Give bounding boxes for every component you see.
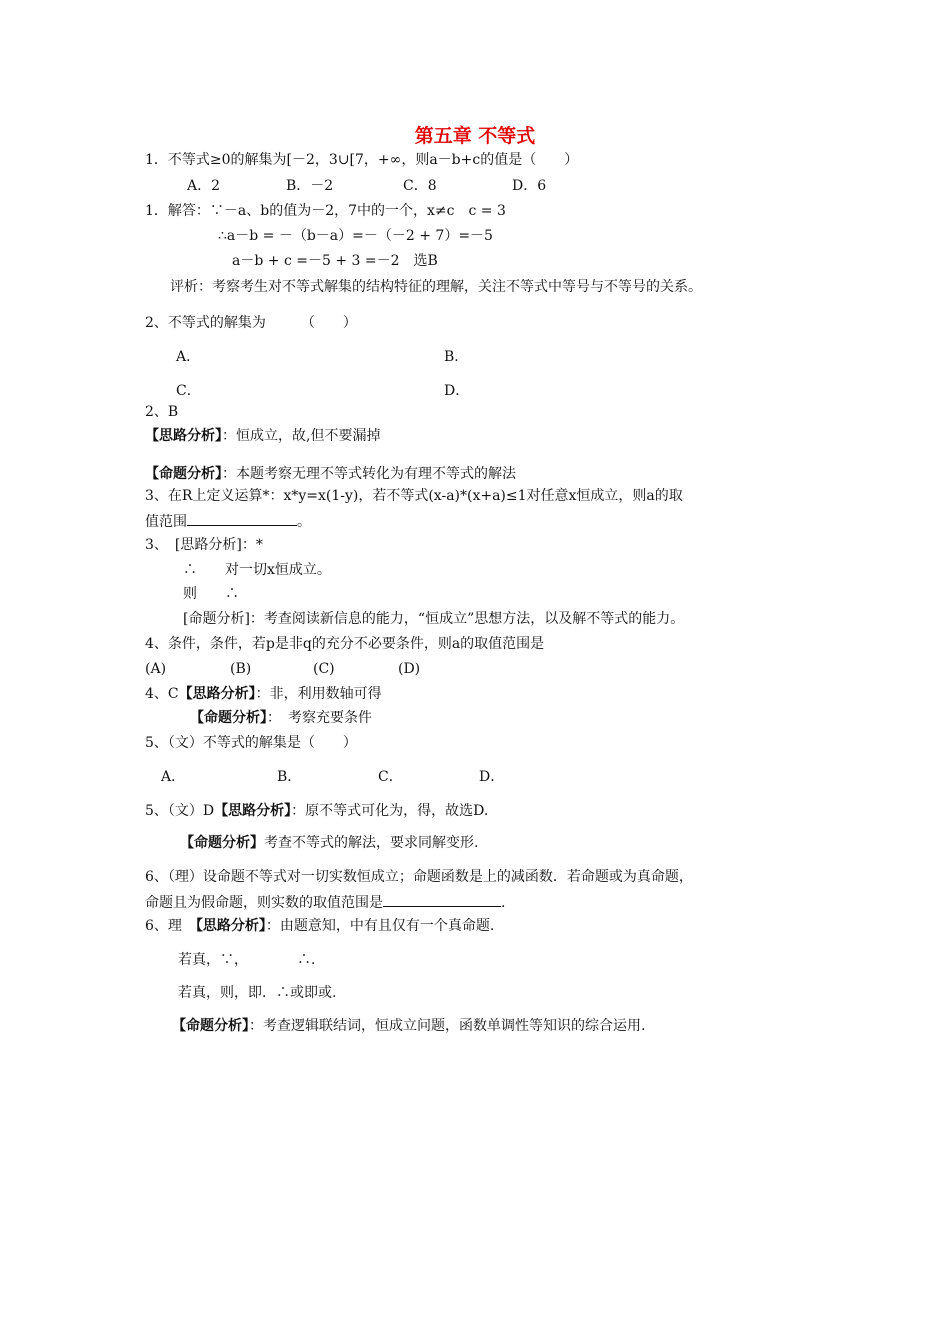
q1-option-a: A．2 — [187, 178, 221, 194]
q4-option-a: (A) — [145, 661, 167, 677]
q5-design-text: 考查不等式的解法，要求同解变形. — [264, 835, 479, 851]
q5-option-b: B． — [277, 769, 302, 785]
q2-analysis-text: ：恒成立，故,但不要漏掉 — [222, 428, 381, 444]
q2-option-c: C． — [176, 383, 201, 399]
q5-analysis-text: ：原不等式可化为，得，故选D. — [291, 803, 489, 819]
q6-design-text: ：考查逻辑联结词，恒成立问题，函数单调性等知识的综合运用. — [249, 1018, 646, 1034]
q1-answer-line-2: ∴a－b = －（b－a）=－（－2 + 7）=－5 — [218, 228, 493, 244]
q4-stem: 4、条件，条件，若p是非q的充分不必要条件，则a的取值范围是 — [145, 636, 545, 652]
q5-option-a: A． — [161, 769, 186, 785]
q1-option-d: D．6 — [512, 178, 547, 194]
q6-stem-line-2-pre: 命题且为假命题，则实数的取值范围是 — [145, 895, 383, 911]
chapter-title: 第五章 不等式 — [414, 125, 536, 147]
q3-stem-line-2-pre: 值范围 — [145, 514, 187, 530]
q1-answer-line-1: 1．解答：∵－a、b的值为－2，7中的一个，x≠c c = 3 — [145, 203, 506, 219]
q3-answer-line-3: 则 ∴ — [183, 586, 239, 602]
q3-answer-line-1: 3、 [思路分析]：* — [145, 537, 263, 553]
q5-stem: 5、（文）不等式的解集是（ ） — [145, 735, 357, 751]
q3-answer-line-4: [命题分析]：考查阅读新信息的能力，“恒成立”思想方法，以及解不等式的能力。 — [183, 611, 685, 627]
q6-answer: 6、理 — [145, 918, 196, 934]
q6-analysis-label: 【思路分析】 — [195, 918, 266, 934]
q4-answer: 4、C — [145, 686, 179, 702]
q2-design-label: 【命题分析】 — [145, 466, 222, 482]
q6-case-line-1: 若真，∵， ∴. — [178, 952, 316, 968]
q2-design — [145, 464, 516, 484]
q5-analysis-label: 【思路分析】 — [214, 803, 292, 819]
q1-comment: 评析：考察考生对不等式解集的结构特征的理解，关注不等式中等号与不等号的关系。 — [170, 279, 702, 295]
q4-design — [190, 708, 372, 728]
q6-stem-line-1: 6、（理）设命题不等式对一切实数恒成立；命题函数是上的减函数．若命题或为真命题， — [145, 869, 693, 885]
q3-stem-line-2-post: 。 — [297, 514, 311, 530]
q6-answer-blank — [383, 891, 501, 907]
q3-answer-line-2: ∴ 对一切x恒成立。 — [183, 562, 331, 578]
q5-design-label: 【命题分析】 — [180, 835, 264, 851]
q5-answer: 5、（文）D — [145, 803, 215, 819]
q6-analysis-text: ：由题意知，中有且仅有一个真命题. — [265, 918, 495, 934]
q6-stem-line-2 — [145, 891, 505, 913]
q1-option-c: C．8 — [403, 178, 437, 194]
q2-design-text: ：本题考察无理不等式转化为有理不等式的解法 — [222, 466, 516, 482]
q1-answer-line-3: a－b + c =－5 + 3 =－2 选B — [232, 253, 438, 269]
q6-analysis — [145, 916, 494, 936]
q5-analysis — [145, 801, 488, 821]
q5-design — [180, 833, 478, 853]
q3-answer-blank — [187, 510, 297, 526]
q3-stem-line-1: 3、在R上定义运算*：x*y=x(1-y)，若不等式(x-a)*(x+a)≤1对任意x恒成立，则a的取 — [145, 488, 683, 504]
q2-stem: 2、不等式的解集为 （ ） — [145, 315, 357, 331]
q4-option-b: (B) — [230, 661, 252, 677]
q4-analysis — [145, 684, 382, 704]
q6-design — [172, 1016, 645, 1036]
q4-analysis-text: ：非，利用数轴可得 — [255, 686, 382, 702]
q2-option-a: A． — [176, 349, 201, 365]
q4-option-d: (D) — [398, 661, 421, 677]
q5-option-c: C． — [378, 769, 403, 785]
q1-option-b: B．－2 — [286, 178, 334, 194]
q4-option-c: (C) — [313, 661, 335, 677]
q2-option-d: D． — [444, 383, 470, 399]
q2-analysis-label: 【思路分析】 — [145, 428, 222, 444]
q1-stem: 1．不等式≥0的解集为[－2，3∪[7，+∞，则a－b+c的值是（ ） — [145, 152, 579, 168]
q6-case-line-2: 若真，则，即．∴或即或. — [178, 985, 337, 1001]
q3-stem-line-2 — [145, 510, 311, 532]
q4-design-text: ： 考察充要条件 — [267, 710, 372, 726]
q4-analysis-label: 【思路分析】 — [178, 686, 256, 702]
q6-stem-line-2-post: . — [501, 895, 506, 911]
q4-design-label: 【命题分析】 — [190, 710, 267, 726]
q2-answer: 2、B — [145, 404, 179, 420]
q5-option-d: D． — [479, 769, 505, 785]
q6-design-label: 【命题分析】 — [172, 1018, 249, 1034]
q2-analysis — [145, 426, 380, 446]
q2-option-b: B． — [444, 349, 469, 365]
